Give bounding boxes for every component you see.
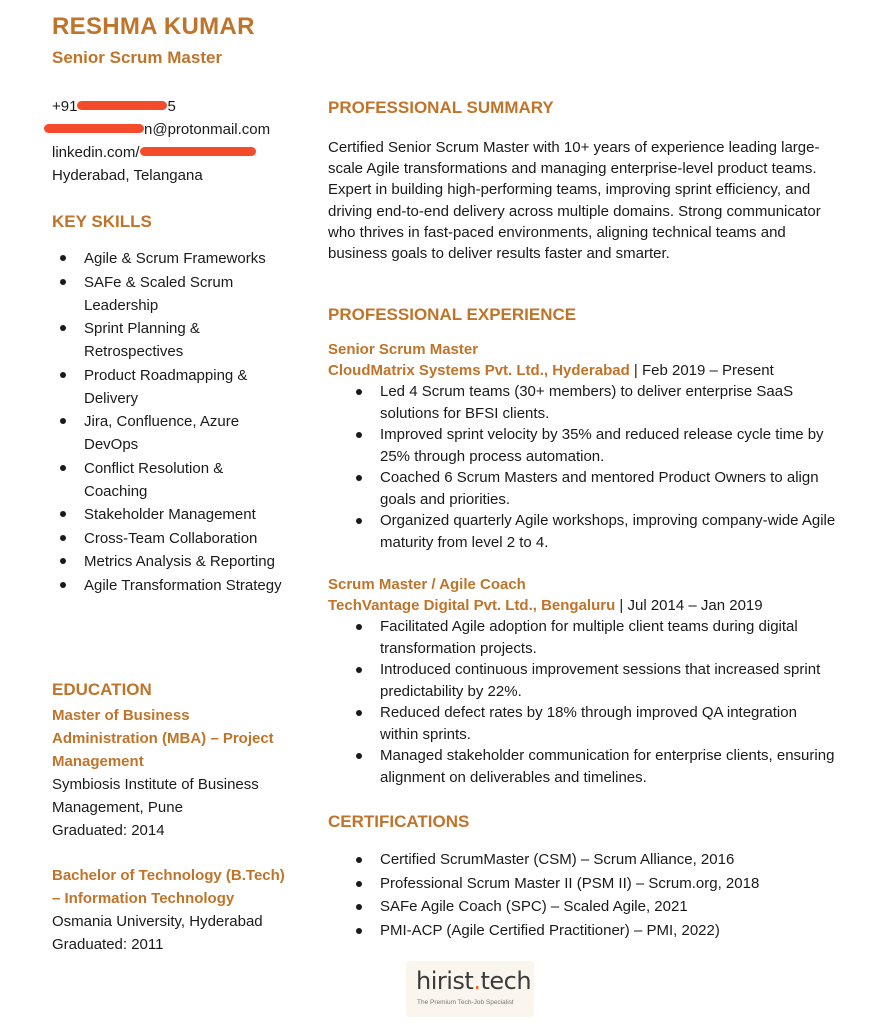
school-name: Osmania University, Hyderabad xyxy=(52,913,263,930)
skill-item: Cross-Team Collaboration xyxy=(60,527,290,550)
company-name: TechVantage Digital Pvt. Ltd., Bengaluru xyxy=(328,597,616,614)
skill-item: Jira, Confluence, Azure DevOps xyxy=(60,410,290,456)
certifications-list xyxy=(328,848,838,942)
skill-item: Metrics Analysis & Reporting xyxy=(60,550,290,573)
candidate-name: RESHMA KUMAR xyxy=(52,13,255,40)
job-role: Scrum Master / Agile Coach xyxy=(328,576,526,593)
skill-item: SAFe & Scaled Scrum Leadership xyxy=(60,271,290,317)
certifications-heading: CERTIFICATIONS xyxy=(328,812,470,831)
degree-title: Master of Business Administration (MBA) – Project Management xyxy=(52,707,274,770)
summary-heading: PROFESSIONAL SUMMARY xyxy=(328,98,554,117)
contact-block xyxy=(52,95,270,187)
hirist-logo: hirist.tech The Premium Tech-Job Specialist xyxy=(406,961,534,1017)
job-bullet: Improved sprint velocity by 35% and reduced release cycle time by 25% through process automation. xyxy=(328,424,838,467)
job-bullet: Introduced continuous improvement sessions that increased sprint predictability by 22%. xyxy=(328,659,838,702)
company-name: CloudMatrix Systems Pvt. Ltd., Hyderabad xyxy=(328,362,630,379)
skill-item: Agile Transformation Strategy xyxy=(60,574,290,597)
job-entry xyxy=(328,574,838,788)
linkedin-redaction xyxy=(140,147,256,156)
school-name: Symbiosis Institute of Business Management, Pune xyxy=(52,776,259,816)
graduation-year: Graduated: 2011 xyxy=(52,936,164,953)
education-list xyxy=(52,704,292,978)
linkedin: linkedin.com/ xyxy=(52,141,270,164)
job-company-line xyxy=(328,360,838,381)
job-bullets xyxy=(328,381,838,553)
experience-heading: PROFESSIONAL EXPERIENCE xyxy=(328,305,577,324)
job-bullet: Facilitated Agile adoption for multiple client teams during digital transformation projects. xyxy=(328,616,838,659)
certification-item: Certified ScrumMaster (CSM) – Scrum Alliance, 2016 xyxy=(328,848,838,872)
key-skills-heading: KEY SKILLS xyxy=(52,212,152,231)
job-bullet: Organized quarterly Agile workshops, improving company-wide Agile maturity from level 2 to 4. xyxy=(328,510,838,553)
degree-title: Bachelor of Technology (B.Tech) – Information Technology xyxy=(52,867,285,907)
candidate-title: Senior Scrum Master xyxy=(52,48,223,67)
job-dates: | Feb 2019 – Present xyxy=(629,362,774,379)
certification-item: Professional Scrum Master II (PSM II) – Scrum.org, 2018 xyxy=(328,872,838,896)
skills-list xyxy=(60,247,290,597)
education-heading: EDUCATION xyxy=(52,680,152,699)
phone: +91 5 xyxy=(52,98,176,115)
graduation-year: Graduated: 2014 xyxy=(52,822,165,839)
job-bullet: Led 4 Scrum teams (30+ members) to deliver enterprise SaaS solutions for BFSI clients. xyxy=(328,381,838,424)
skill-item: Product Roadmapping & Delivery xyxy=(60,364,290,410)
summary-text: Certified Senior Scrum Master with 10+ years of experience leading large-scale Agile transformations and managing enterprise-level product teams. Expert in building high-performing teams, improving sprint efficiency, and driving end-to-end delivery across multiple domains. Strong communicator who thrives in fast-paced environments, aligning technical teams and business goals to deliver results faster and smarter. xyxy=(328,139,821,263)
skill-item: Stakeholder Management xyxy=(60,503,290,526)
skill-item: Conflict Resolution & Coaching xyxy=(60,457,290,503)
education-entry xyxy=(52,864,292,956)
job-bullet: Coached 6 Scrum Masters and mentored Product Owners to align goals and priorities. xyxy=(328,467,838,510)
job-entry xyxy=(328,339,838,553)
phone-redaction xyxy=(77,101,167,110)
certification-item: SAFe Agile Coach (SPC) – Scaled Agile, 2021 xyxy=(328,895,838,919)
job-dates: | Jul 2014 – Jan 2019 xyxy=(615,597,763,614)
job-bullet: Reduced defect rates by 18% through improved QA integration within sprints. xyxy=(328,702,838,745)
skill-item: Sprint Planning & Retrospectives xyxy=(60,317,290,363)
job-role: Senior Scrum Master xyxy=(328,341,479,358)
skill-item: Agile & Scrum Frameworks xyxy=(60,247,290,270)
job-company-line xyxy=(328,595,838,616)
location: Hyderabad, Telangana xyxy=(52,167,203,184)
email: n@protonmail.com xyxy=(52,118,270,141)
job-bullet: Managed stakeholder communication for enterprise clients, ensuring alignment on deliverables and timelines. xyxy=(328,745,838,788)
job-bullets xyxy=(328,616,838,788)
education-entry xyxy=(52,704,292,842)
email-redaction xyxy=(44,124,144,133)
certification-item: PMI-ACP (Agile Certified Practitioner) – PMI, 2022) xyxy=(328,919,838,943)
